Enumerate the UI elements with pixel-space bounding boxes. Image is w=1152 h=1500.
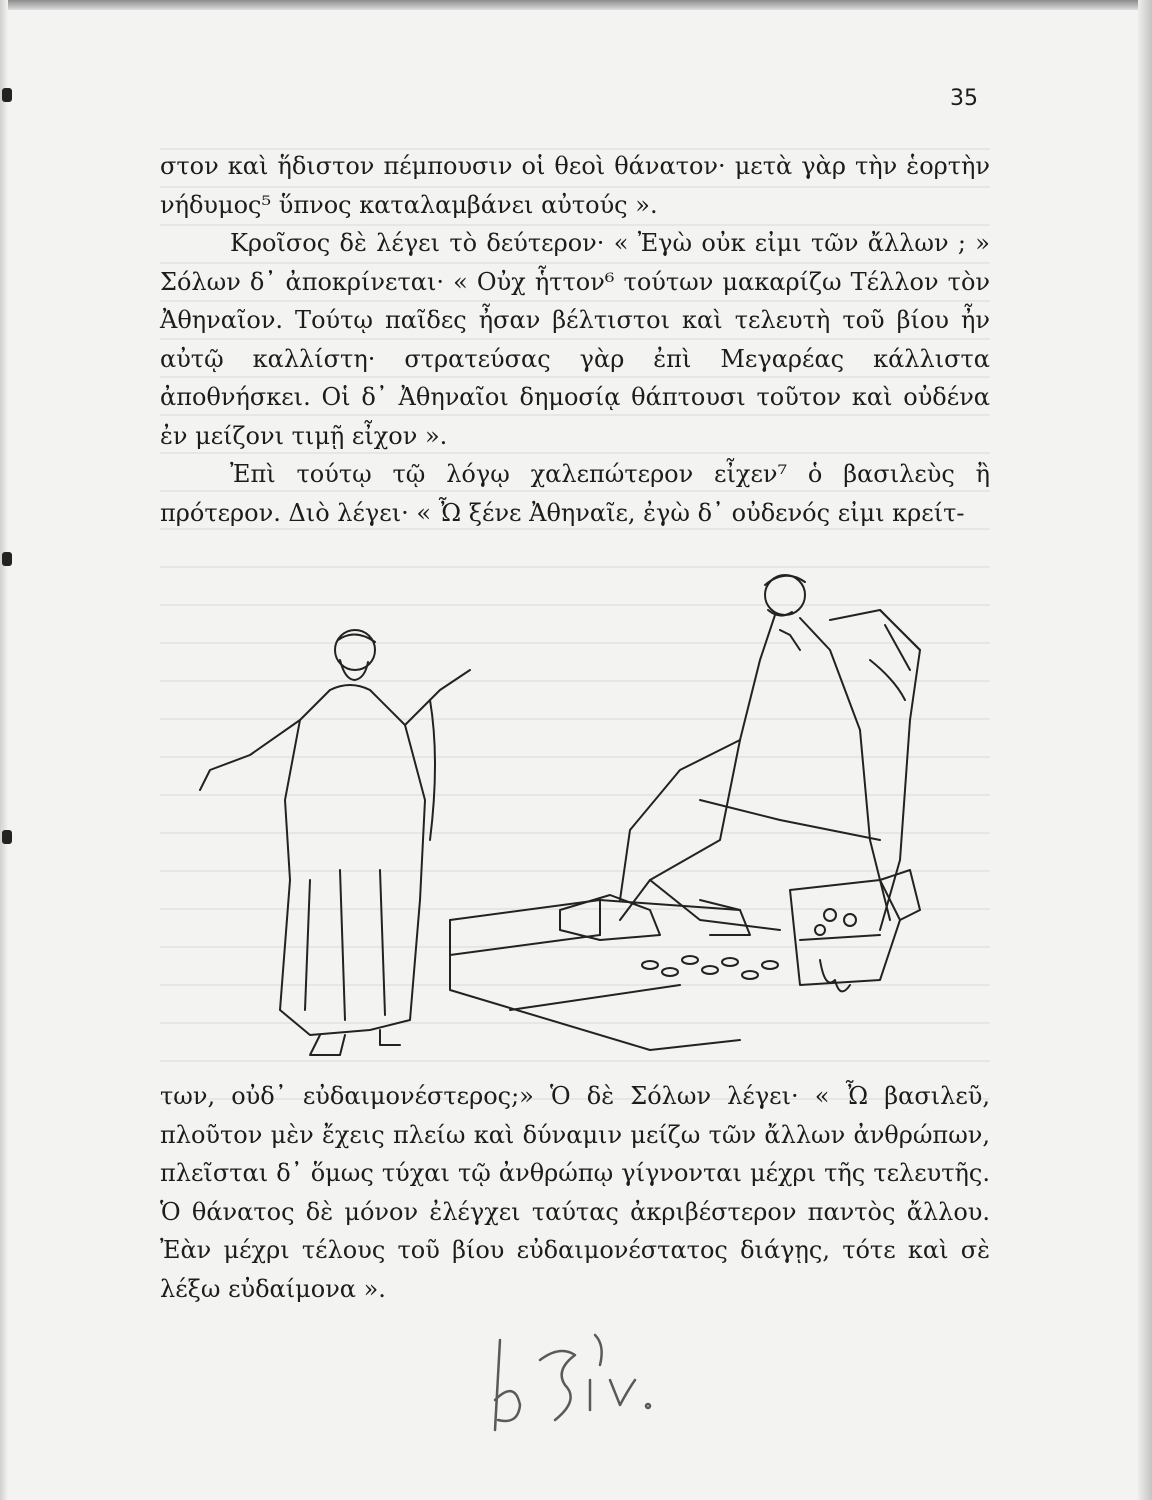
throne (830, 610, 920, 930)
binding-mark (2, 830, 12, 844)
bottom-text-block (160, 1077, 990, 1308)
page-left-edge (0, 0, 8, 1500)
binding-mark (2, 88, 12, 102)
paragraph: Κροῖσος δὲ λέγει τὸ δεύτερον· « Ἐγὼ οὐκ εἰμι τῶν ἄλλων ; » Σόλων δ᾽ ἀποκρίνεται· « Οὐχ ἧττον⁶ τούτων μακαρίζω Τέλλον τὸν Ἀθηναῖον. Τούτῳ παῖδες ἦσαν βέλτιστοι καὶ τελευτὴ τοῦ βίου ἦν αὐτῷ καλλίστη· στρατεύσας γὰρ ἐπὶ Μεγαρέας κάλλιστα ἀποθνήσκει. Οἱ δ᾽ Ἀθηναῖοι δημοσίᾳ θάπτουσι τοῦτον καὶ οὐδένα ἐν μείζονι τιμῇ εἶχον ». (160, 229, 990, 450)
binding-mark (2, 552, 12, 566)
top-text-block (160, 147, 990, 532)
treasure-chest (790, 870, 920, 991)
page-number: 35 (950, 86, 978, 111)
paragraph: των, οὐδ᾽ εὐδαιμονέστερος;» Ὁ δὲ Σόλων λέγει· « Ὦ βασιλεῦ, πλοῦτον μὲν ἔχεις πλείω καὶ δύναμιν μείζω τῶν ἄλλων ἀνθρώπων, πλεῖσται δ᾽ ὅμως τύχαι τῷ ἀνθρώπῳ γίγνονται μέχρι τῆς τελευτῆς. Ὁ θάνατος δὲ μόνον ἐλέγχει ταύτας ἀκριβέστερον παντὸς ἄλλου. Ἐὰν μέχρι τέλους τοῦ βίου εὐδαιμονέστατος διάγῃς, τότε καὶ σὲ λέξω εὐδαίμονα ». (160, 1082, 990, 1303)
paragraph: Ἐπὶ τούτῳ τῷ λόγῳ χαλεπώτερον εἶχεν⁷ ὁ βασιλεὺς ἢ πρότερον. Διὸ λέγει· « Ὦ ξένε Ἀθηναῖε, ἐγὼ δ᾽ οὐδενός εἰμι κρείτ- (160, 460, 990, 527)
croesus-solon-illustration (180, 540, 940, 1080)
page-right-edge (1138, 0, 1152, 1500)
coins (642, 956, 778, 979)
throne-platform (450, 900, 740, 1050)
solon-figure (200, 630, 470, 1055)
handwritten-signature (470, 1310, 670, 1450)
paragraph: στον καὶ ἥδιστον πέμπουσιν οἱ θεοὶ θάνατον· μετὰ γὰρ τὴν ἑορτὴν νήδυμος⁵ ὕπνος καταλαμβάνει αὐτούς ». (160, 152, 990, 219)
page-top-edge (0, 0, 1152, 10)
